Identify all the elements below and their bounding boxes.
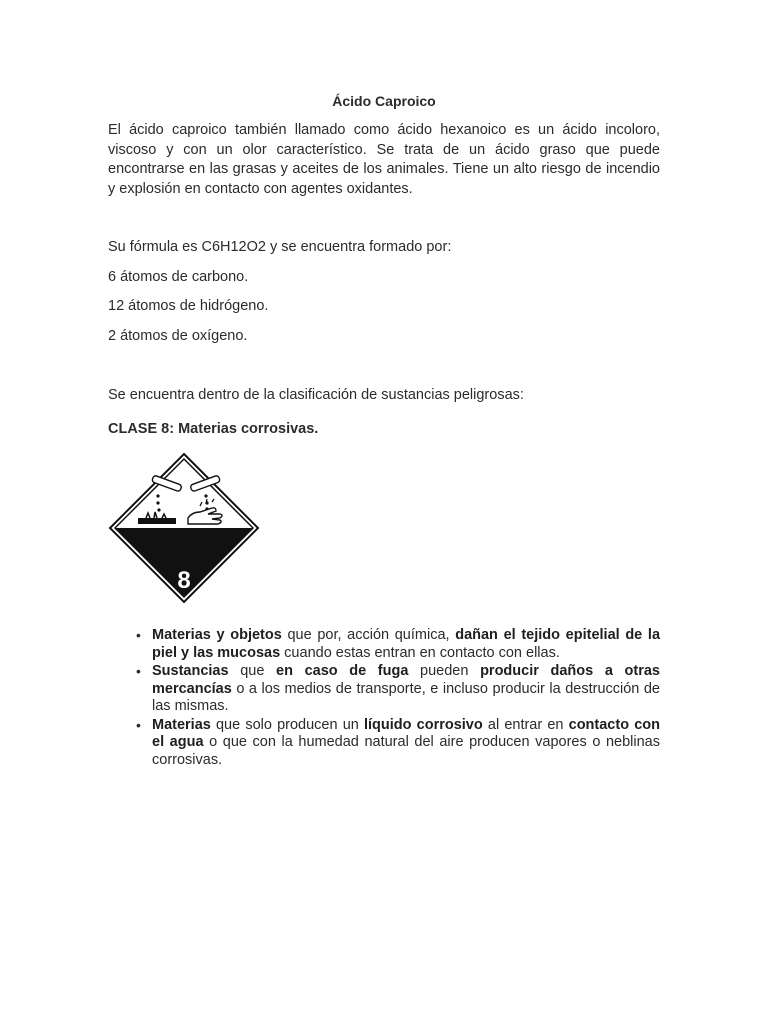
formula-lead: Su fórmula es C6H12O2 y se encuentra formado por: [108,239,452,255]
emphasis-text: en caso de fuga [276,663,409,679]
list-item [134,663,660,716]
list-item [134,627,660,662]
emphasis-text: dañan el tejido epitelial de la piel y las mucosas [152,627,661,661]
placard-class-number: 8 [177,567,191,594]
bullet-icon: • [136,627,141,643]
corrosive-hazard-placard [108,452,260,604]
emphasis-text: producir daños a otras mercancías [152,663,660,697]
body-text: cuando estas entran en contacto con ellas. [280,644,560,661]
bullet-icon: • [136,663,141,679]
body-text: que por, acción química, [281,627,456,643]
hazard-description-list [134,627,660,770]
emphasis-text: Materias [152,716,211,733]
formula-item-oxygen: 2 átomos de oxígeno. [108,328,248,344]
class-title: CLASE 8: Materias corrosivas. [108,421,319,437]
emphasis-text: Materias y objetos [152,627,282,643]
emphasis-text: contacto con el agua [152,716,660,750]
body-text: al entrar en [482,716,569,733]
body-text: o que con la humedad natural del aire producen vapores o neblinas corrosivas. [152,734,660,768]
list-item [134,717,660,770]
body-text: que solo producen un [210,716,364,733]
classification-lead: Se encuentra dentro de la clasificación de sustancias peligrosas: [108,387,524,403]
formula-item-hydrogen: 12 átomos de hidrógeno. [108,298,269,314]
emphasis-text: líquido corrosivo [363,716,483,733]
body-text: o a los medios de transporte, e incluso producir la destrucción de las mismas. [152,680,660,714]
document-title: Ácido Caproico [332,93,436,109]
formula-item-carbon: 6 átomos de carbono. [108,269,249,285]
bullet-icon: • [136,716,141,733]
body-text: que [228,663,277,679]
emphasis-text: Sustancias [152,663,229,679]
intro-paragraph: El ácido caproico también llamado como ácido hexanoico es un ácido incoloro, viscoso y con un olor característico. Se trata de un ácido graso que puede encontrarse en las grasas y aceites de los animales. Tiene un alto riesgo de incendio y explosión en contacto con agentes oxidantes. [108,122,660,197]
body-text: pueden [408,663,481,679]
